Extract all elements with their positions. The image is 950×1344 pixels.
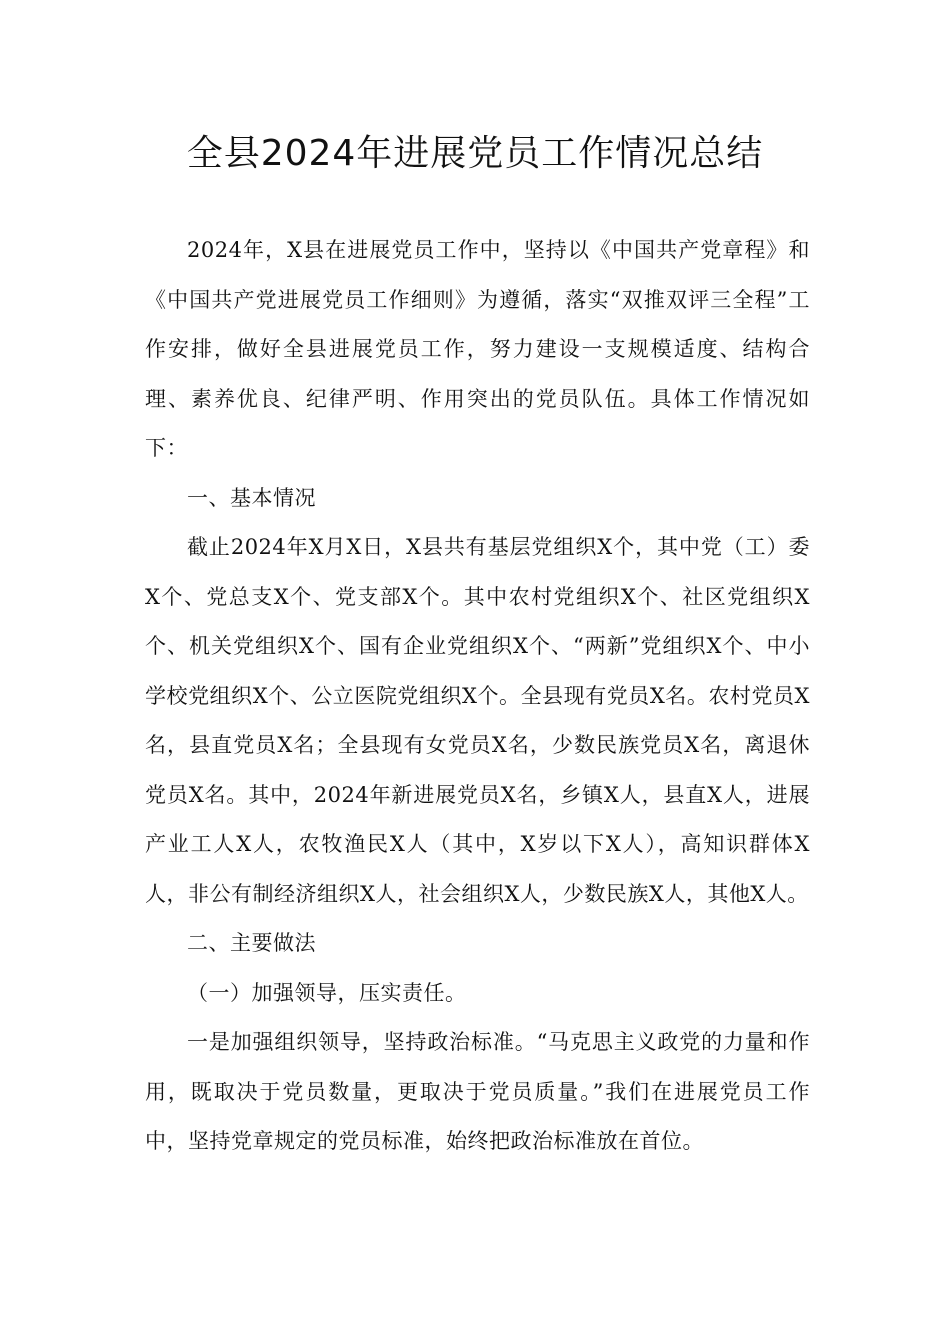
section-heading-basic-situation: 一、基本情况: [187, 485, 316, 510]
document-body: [145, 226, 810, 1167]
intro-paragraph: 2024年，X县在进展党员工作中，坚持以《中国共产党章程》和《中国共产党进展党员工作细则》为遵循，落实“双推双评三全程”工作安排，做好全县进展党员工作，努力建设一支规模适度、结构合理、素养优良、纪律严明、作用突出的党员队伍。具体工作情况如下：: [145, 238, 810, 460]
document-title: 全县2024年进展党员工作情况总结: [186, 133, 764, 174]
subsection-heading-leadership: （一）加强领导，压实责任。: [187, 980, 467, 1005]
leadership-paragraph: 一是加强组织领导，坚持政治标准。“马克思主义政党的力量和作用，既取决于党员数量，更取决于党员质量。”我们在进展党员工作中，坚持党章规定的党员标准，始终把政治标准放在首位。: [145, 1030, 810, 1153]
basic-situation-paragraph: 截止2024年X月X日，X县共有基层党组织X个，其中党（工）委X个、党总支X个、党支部X个。其中农村党组织X个、社区党组织X个、机关党组织X个、国有企业党组织X个、“两新”党组织X个、中小学校党组织X个、公立医院党组织X个。全县现有党员X名。农村党员X名，县直党员X名；全县现有女党员X名，少数民族党员X名，离退休党员X名。其中，2024年新进展党员X名，乡镇X人，县直X人，进展产业工人X人，农牧渔民X人（其中，X岁以下X人），高知识群体X人，非公有制经济组织X人，社会组织X人，少数民族X人，其他X人。: [145, 535, 810, 906]
section-heading-main-practices: 二、主要做法: [187, 931, 316, 955]
